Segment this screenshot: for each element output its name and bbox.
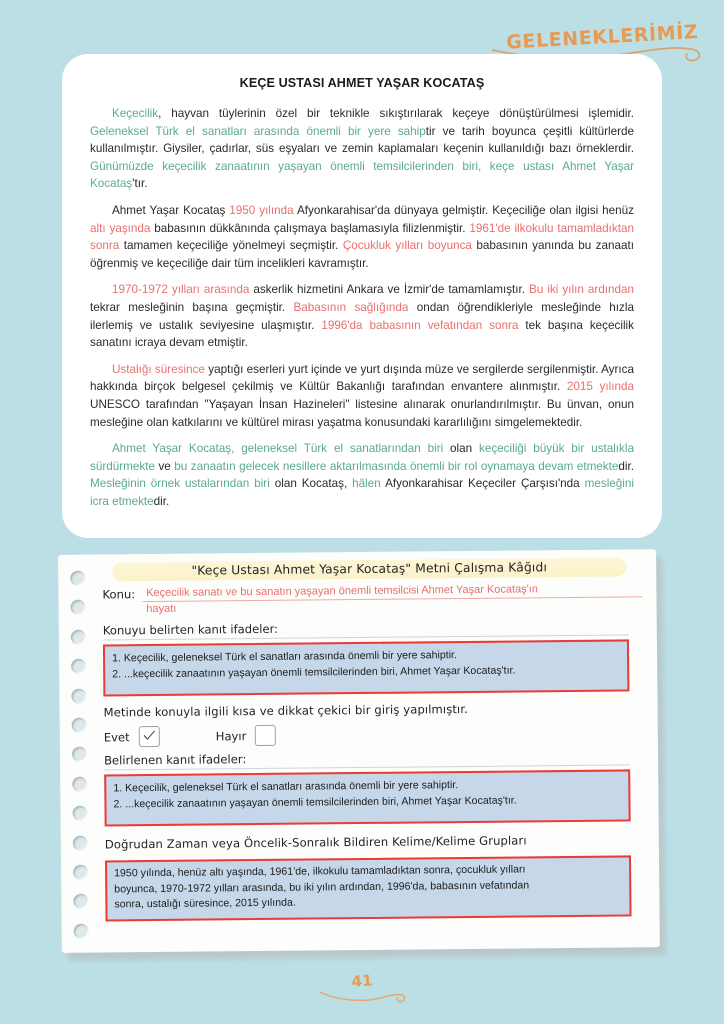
text-run-green: Ahmet Yaşar Kocataş, geleneksel Türk el sanatlarından biri <box>112 442 444 456</box>
konu-label: Konu: <box>102 587 136 602</box>
spiral-hole <box>73 865 88 880</box>
spiral-hole <box>71 659 86 674</box>
text-run-red: Babasının sağlığında <box>293 300 409 314</box>
spiral-hole <box>72 776 87 791</box>
text-run-plain: tir ve tarih boyunca çeşitli kültürlerde kullanılmıştır. Giysiler, çadırlar, süs eşyaları ve zemin kaplamaları keçenin kullanıldığı bazı örneklerdir. <box>90 124 634 156</box>
text-run-red: Bu iki yılın ardından <box>529 283 635 297</box>
intro-question-label: Metinde konuyla ilgili kısa ve dikkat çekici bir giriş yapılmıştır. <box>103 701 468 720</box>
spiral-hole <box>73 894 88 909</box>
evidence-item: 2. ...keçecilik zanaatının yaşayan önemli temsilcilerinden biri, Ahmet Yaşar Kocataş'tır. <box>112 664 516 680</box>
text-run-plain: Afyonkarahisar'da dünyaya gelmiştir. Keçeciliğe olan ilgisi henüz <box>293 203 635 217</box>
yes-no-row <box>104 721 644 747</box>
text-run-red: 2015 yılında <box>566 380 634 394</box>
worksheet-title: "Keçe Ustası Ahmet Yaşar Kocataş" Metni Çalışma Kâğıdı <box>112 557 626 581</box>
spiral-hole <box>73 835 88 850</box>
text-run-plain: UNESCO tarafından "Yaşayan İnsan Hazineleri" listesine alınarak onurlandırılmıştır. Bu ünvan, onun mesleğine olan katkılarını ve kültürel mirası yaşatma konusundaki kararlılığını simgelemektedir. <box>90 397 634 429</box>
text-run-green: Keçecilik <box>112 107 159 120</box>
time-words-line: sonra, ustalığı süresince, 2015 yılında. <box>114 896 296 911</box>
text-run-red: 1950 yılında <box>229 203 294 217</box>
time-words-answer-box[interactable] <box>105 855 632 921</box>
reading-paragraph <box>90 105 634 193</box>
text-run-green: Mesleğinin örnek ustalarından biri <box>90 477 270 491</box>
spacer <box>160 736 216 737</box>
time-words-line: 1950 yılında, henüz altı yaşında, 1961'de, ilkokulu tamamladıktan sonra, çocukluk yılları <box>114 863 526 880</box>
no-label: Hayır <box>215 728 247 743</box>
reading-text-body <box>90 105 634 510</box>
text-run-green: hâlen <box>352 477 381 491</box>
yes-checkbox[interactable] <box>139 726 160 747</box>
konu-answer-line-1: Keçecilik sanatı ve bu sanatın yaşayan önemli temsilcisi Ahmet Yaşar Kocataş'ın <box>142 581 642 602</box>
text-run-green: Geleneksel Türk el sanatları arasında önemli bir yere sahip <box>90 124 426 138</box>
reading-paragraph <box>90 202 634 272</box>
text-run-plain: tamamen keçeciliğe yönelmeyi seçmiştir. <box>119 239 343 253</box>
spiral-hole <box>71 600 86 615</box>
text-run-red: 1961'de ilkokulu tamamladıktan sonra <box>90 221 634 253</box>
text-run-plain: , hayvan tüylerinin özel bir teknikle sıkıştırılarak keçeye dönüştürülmesi işlemidir. <box>158 107 634 120</box>
time-words-label: Doğrudan Zaman veya Öncelik-Sonralık Bildiren Kelime/Kelime Grupları <box>104 833 527 852</box>
evidence-box-1[interactable] <box>103 639 629 696</box>
text-run-green: bu zanaatın gelecek nesillere aktarılmasında önemli bir rol oynamaya devam etmekte <box>174 459 619 473</box>
text-run-plain: olan <box>443 442 479 456</box>
time-words-line: boyunca, 1970-1972 yılları arasında, bu iki yılın ardından, 1996'da, babasının vefatından <box>114 878 530 895</box>
reading-paragraph <box>90 440 634 510</box>
text-run-plain: tek başına keçecilik sanatını icraya devam etmiştir. <box>90 318 634 350</box>
yes-label: Evet <box>103 729 130 744</box>
text-run-plain: ondan öğrendikleriyle mesleğinde hızla ilerlemiş ve ustalık seviyesine ulaşmıştır. <box>90 300 634 332</box>
text-run-red: 1970-1972 yılları arasında <box>112 283 250 297</box>
spiral-hole <box>71 688 86 703</box>
text-run-green: Günümüzde keçecilik zanaatının yaşayan önemli temsilcilerinden biri, keçe ustası Ahmet Yaşar Kocataş <box>90 159 634 191</box>
reading-paragraph <box>90 281 634 351</box>
text-run-plain: ve <box>154 459 175 473</box>
konu-answer-field[interactable] <box>142 581 643 617</box>
text-run-red: Çocukluk yılları boyunca <box>342 239 472 253</box>
unit-title: GELENEKLERİMİZ <box>505 21 699 54</box>
text-run-plain: babasının yanında bu zanaatı öğrenmiş ve keçeciliğe dair tüm incelikleri kavramıştır. <box>90 239 634 270</box>
no-checkbox[interactable] <box>254 725 275 746</box>
evidence-item: 2. ...keçecilik zanaatının yaşayan önemli temsilcilerinden biri, Ahmet Yaşar Kocataş'tır. <box>113 794 517 810</box>
evidence-box-2[interactable] <box>104 769 630 826</box>
text-run-plain: 'tır. <box>132 177 148 191</box>
check-icon <box>143 729 156 742</box>
text-run-plain: babasının dükkânında çalışmaya başlamasıyla filizlenmiştir. <box>150 221 470 235</box>
text-run-plain: Afyonkarahisar Keçeciler Çarşısı'nda <box>380 477 585 491</box>
evidence-label-1: Konuyu belirten kanıt ifadeler: <box>103 618 629 640</box>
evidence-label-2: Belirlenen kanıt ifadeler: <box>104 748 630 770</box>
text-run-green: keçeciliği büyük bir ustalıkla sürdürmekte <box>90 442 634 473</box>
konu-row <box>102 581 642 617</box>
page-header <box>0 0 724 58</box>
page-number: 41 <box>350 971 374 991</box>
spiral-hole <box>74 924 89 939</box>
text-run-red: 1996'da babasının vefatından sonra <box>321 318 519 332</box>
evidence-item: 1. Keçecilik, geleneksel Türk el sanatları arasında önemli bir yere sahiptir. <box>113 779 459 795</box>
evidence-item: 1. Keçecilik, geleneksel Türk el sanatları arasında önemli bir yere sahiptir. <box>112 649 457 665</box>
text-run-plain: yaptığı eserleri yurt içinde ve yurt dışında müze ve sergilerde sergilenmiştir. Ayrıca hakkında birçok belgesel çekilmiş ve Kültür Bakanlığı tarafından envantere alınmıştır. <box>90 362 634 394</box>
reading-paragraph <box>90 361 634 431</box>
text-run-red: Ustalığı süresince <box>112 362 205 376</box>
spiral-hole <box>72 718 87 733</box>
text-run-red: altı yaşında <box>90 221 151 235</box>
reading-text-card <box>62 54 662 538</box>
text-run-plain: olan Kocataş, <box>269 477 353 491</box>
spiral-hole <box>72 806 87 821</box>
text-run-green: mesleğini icra etmekte <box>90 477 634 508</box>
spiral-hole-column <box>70 571 96 939</box>
text-run-plain: dir. <box>618 459 634 473</box>
worksheet-paper <box>58 549 660 953</box>
text-run-plain: askerlik hizmetini Ankara ve İzmir'de tamamlamıştır. <box>249 283 530 297</box>
spiral-hole <box>70 571 85 586</box>
konu-answer-line-2: hayatı <box>146 602 177 616</box>
text-run-plain: Ahmet Yaşar Kocataş <box>112 203 230 217</box>
spiral-hole <box>71 629 86 644</box>
spiral-hole <box>72 747 87 762</box>
text-run-plain: dir. <box>153 494 170 508</box>
worksheet-content <box>102 557 646 948</box>
footer-swash-icon <box>318 988 406 1004</box>
worksheet-card <box>58 549 666 961</box>
reading-text-title: KEÇE USTASI AHMET YAŞAR KOCATAŞ <box>239 76 485 90</box>
text-run-plain: tekrar mesleğinin başına geçmiştir. <box>90 300 294 314</box>
